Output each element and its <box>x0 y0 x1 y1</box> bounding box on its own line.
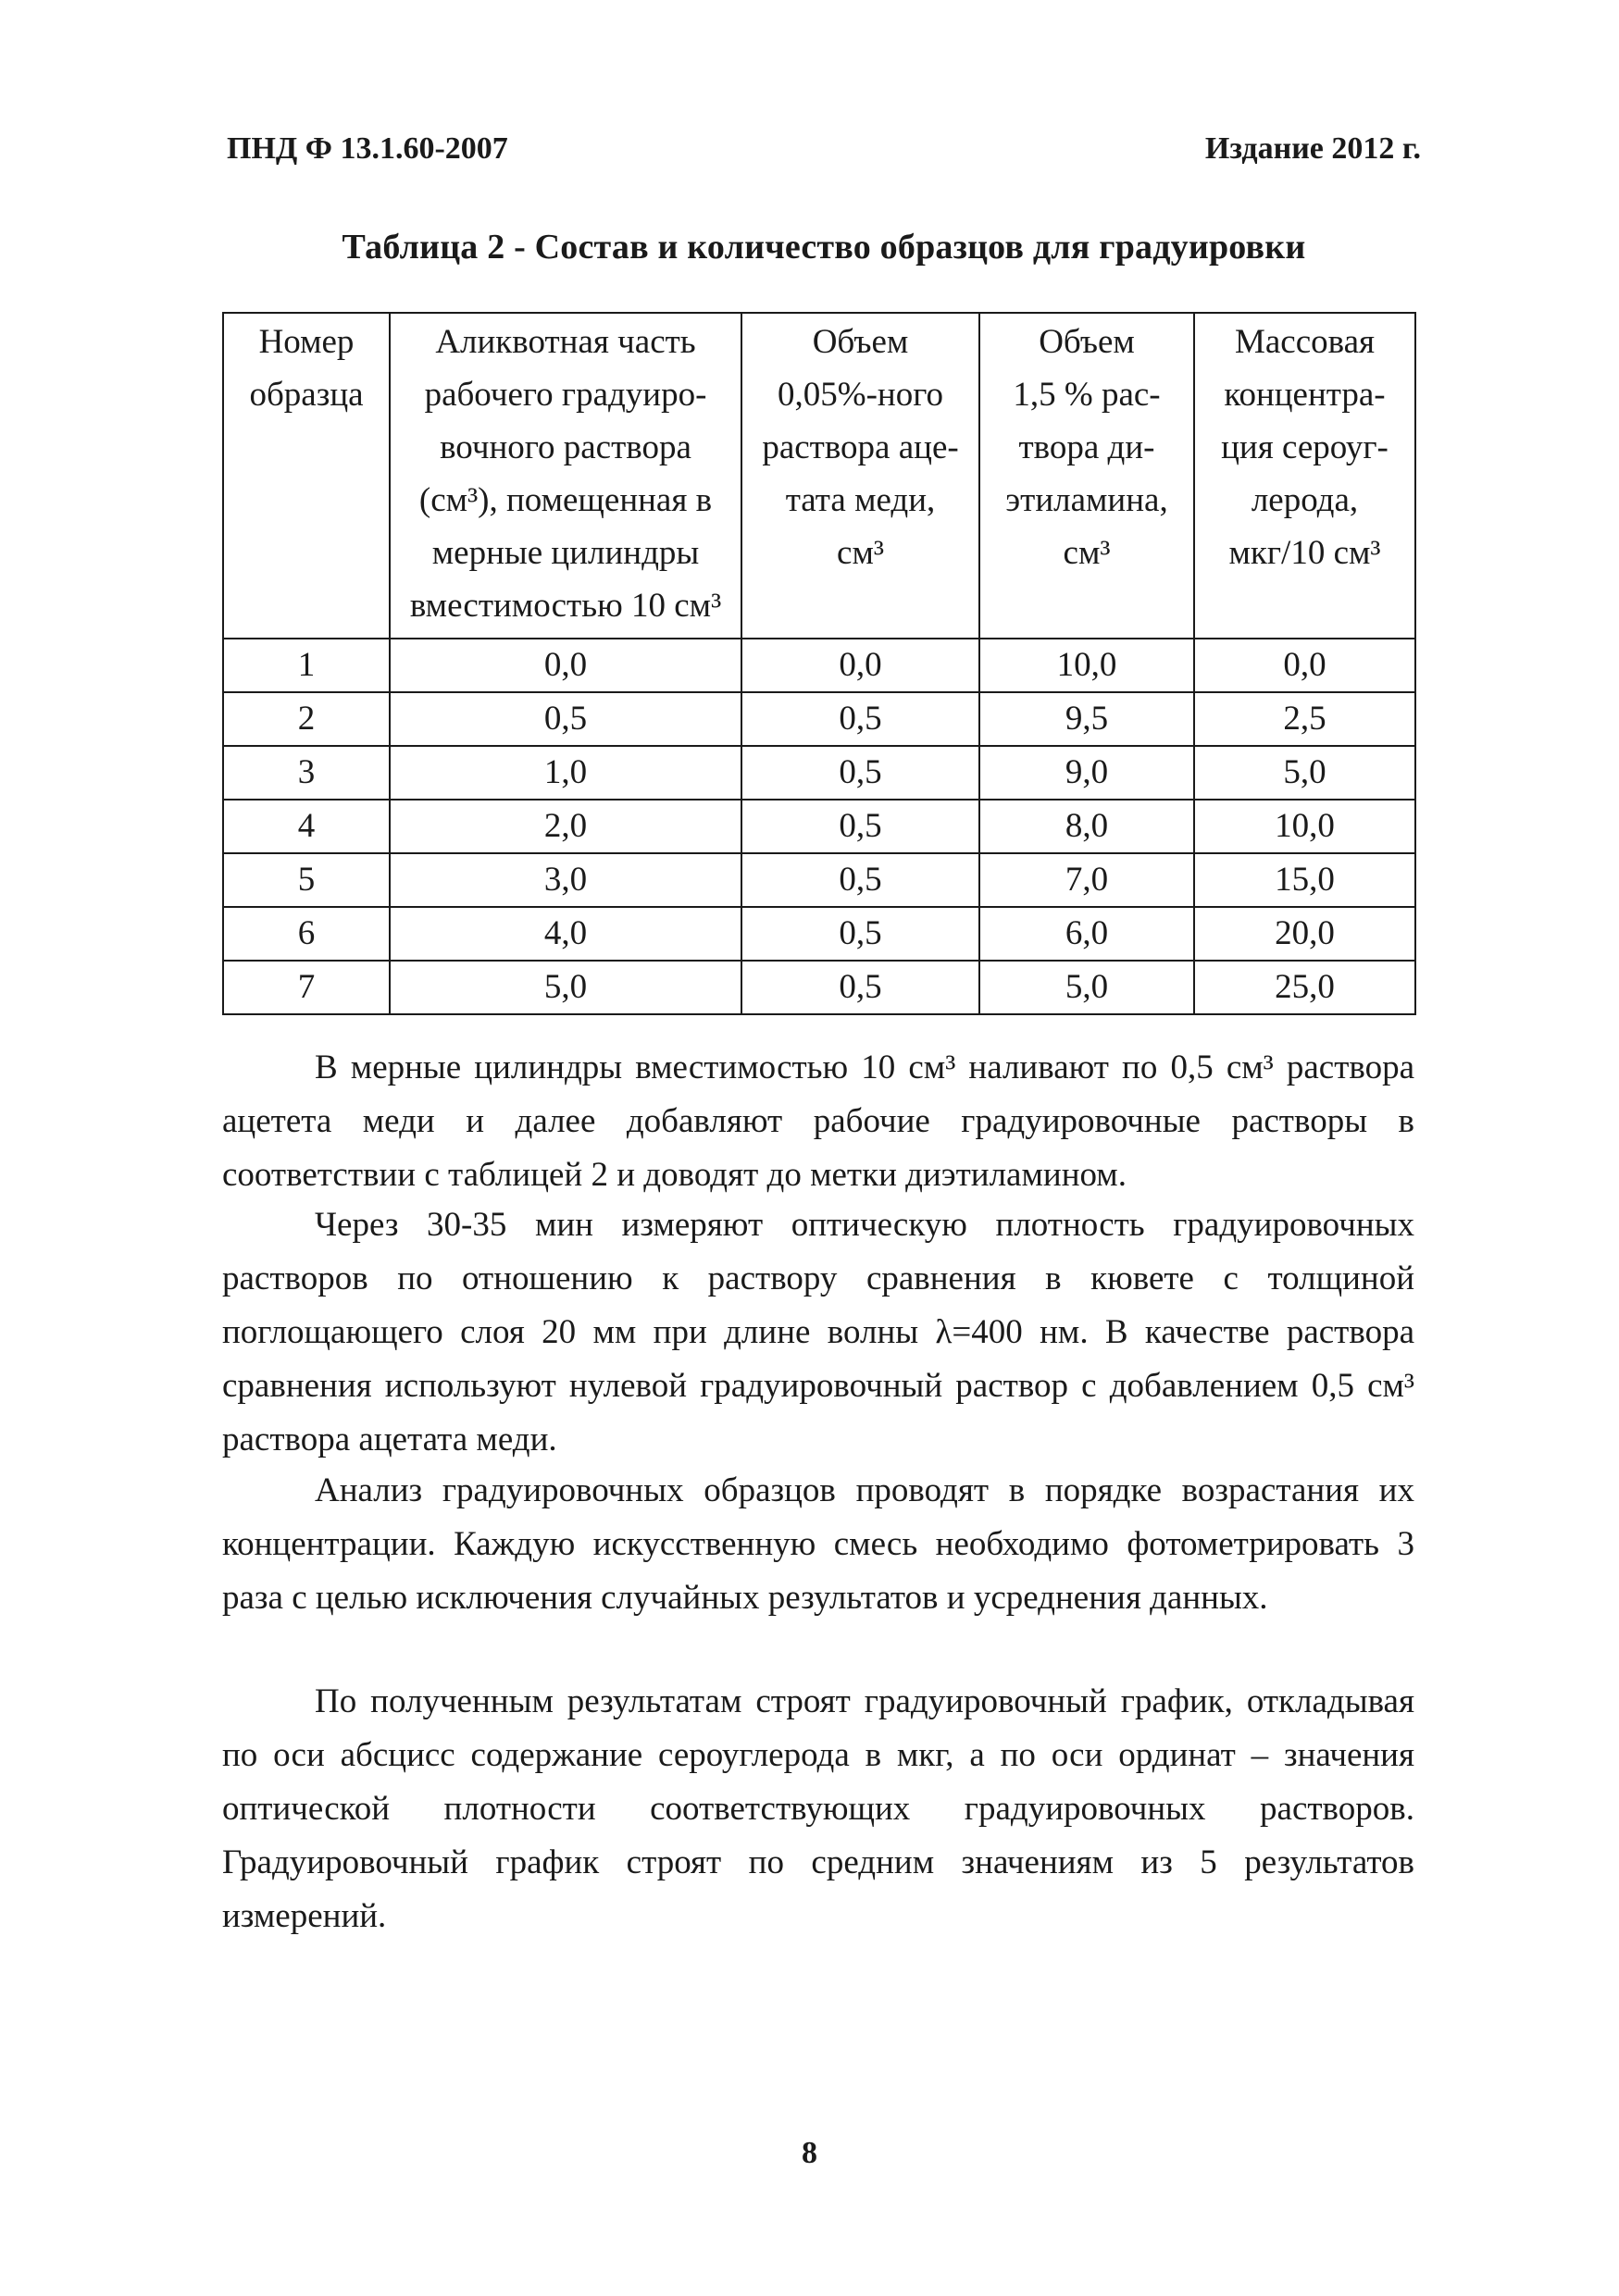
table-cell: 3,0 <box>390 853 741 907</box>
table-row <box>223 746 1415 800</box>
table-cell: 5 <box>223 853 390 907</box>
table-cell: 20,0 <box>1194 907 1415 961</box>
table-cell: 2,5 <box>1194 692 1415 746</box>
table-cell: 5,0 <box>390 961 741 1014</box>
table-cell: 3 <box>223 746 390 800</box>
table-cell: 5,0 <box>979 961 1194 1014</box>
table-cell: 0,0 <box>390 639 741 692</box>
table-cell: 9,0 <box>979 746 1194 800</box>
table-row <box>223 639 1415 692</box>
column-header-copper-acetate-volume: Объем 0,05%-ного раствора аце- тата меди, см³ <box>741 313 979 639</box>
table-cell: 0,5 <box>741 907 979 961</box>
paragraph-1 <box>222 1041 1414 1202</box>
column-header-aliquot: Аликвотная часть рабочего градуиро- вочного раствора (см³), помещенная в мерные цилиндры вместимостью 10 см³ <box>390 313 741 639</box>
document-code: ПНД Ф 13.1.60-2007 <box>227 131 508 166</box>
page-number: 8 <box>802 2136 817 2170</box>
column-header-sample-number: Номер образца <box>223 313 390 639</box>
table-row <box>223 907 1415 961</box>
table-cell: 9,5 <box>979 692 1194 746</box>
paragraph-3 <box>222 1464 1414 1625</box>
table-cell: 0,0 <box>1194 639 1415 692</box>
table-cell: 4,0 <box>390 907 741 961</box>
table-cell: 15,0 <box>1194 853 1415 907</box>
table-cell: 4 <box>223 800 390 853</box>
column-header-mass-concentration: Массовая концентра- ция сероуг- лерода, мкг/10 см³ <box>1194 313 1415 639</box>
table-cell: 5,0 <box>1194 746 1415 800</box>
table-cell: 7 <box>223 961 390 1014</box>
table-row <box>223 961 1415 1014</box>
table-cell: 10,0 <box>1194 800 1415 853</box>
table-cell: 6 <box>223 907 390 961</box>
paragraph-2 <box>222 1198 1414 1467</box>
edition-label: Издание 2012 г. <box>1204 131 1421 166</box>
page-header <box>227 131 1421 178</box>
paragraph-text: Через 30-35 мин измеряют оптическую плотность градуировочных растворов по отношению к раствору сравнения в кювете с толщиной поглощающего слоя 20 мм при длине волны λ=400 нм. В качестве раствора сравнения используют нулевой градуировочный раствор с добавлением 0,5 см³ раствора ацетата меди. <box>222 1206 1414 1458</box>
table-cell: 1 <box>223 639 390 692</box>
table-cell: 2 <box>223 692 390 746</box>
table-cell: 0,5 <box>741 800 979 853</box>
table-cell: 1,0 <box>390 746 741 800</box>
table-row <box>223 692 1415 746</box>
paragraph-text: Анализ градуировочных образцов проводят в порядке возрастания их концентрации. Каждую искусственную смесь необходимо фотометрировать 3 раза с целью исключения случайных результатов и усреднения данных. <box>222 1471 1414 1617</box>
table-cell: 6,0 <box>979 907 1194 961</box>
table-cell: 25,0 <box>1194 961 1415 1014</box>
table-cell: 0,5 <box>741 961 979 1014</box>
table-cell: 0,5 <box>741 746 979 800</box>
table-cell: 0,5 <box>741 853 979 907</box>
table-cell: 0,5 <box>390 692 741 746</box>
table-row <box>223 800 1415 853</box>
paragraph-text: По полученным результатам строят градуировочный график, откладывая по оси абсцисс содержание сероуглерода в мкг, а по оси ординат – значения оптической плотности соответствующих градуировочных растворов. Градуировочный график строят по средним значениям из 5 результатов измерений. <box>222 1682 1414 1935</box>
table-title: Таблица 2 - Состав и количество образцов для градуировки <box>342 228 1306 267</box>
column-header-diethylamine-volume: Объем 1,5 % рас- твора ди- этиламина, см³ <box>979 313 1194 639</box>
table-cell: 0,5 <box>741 692 979 746</box>
table-cell: 8,0 <box>979 800 1194 853</box>
table-cell: 0,0 <box>741 639 979 692</box>
paragraph-text: В мерные цилиндры вместимостью 10 см³ наливают по 0,5 см³ раствора ацетета меди и далее добавляют рабочие градуировочные растворы в соответствии с таблицей 2 и доводят до метки диэтиламином. <box>222 1049 1414 1194</box>
table-cell: 7,0 <box>979 853 1194 907</box>
table-header-row <box>223 313 1415 639</box>
table-row <box>223 853 1415 907</box>
paragraph-4 <box>222 1675 1414 1943</box>
table-cell: 10,0 <box>979 639 1194 692</box>
calibration-table <box>222 312 1416 1015</box>
table-cell: 2,0 <box>390 800 741 853</box>
